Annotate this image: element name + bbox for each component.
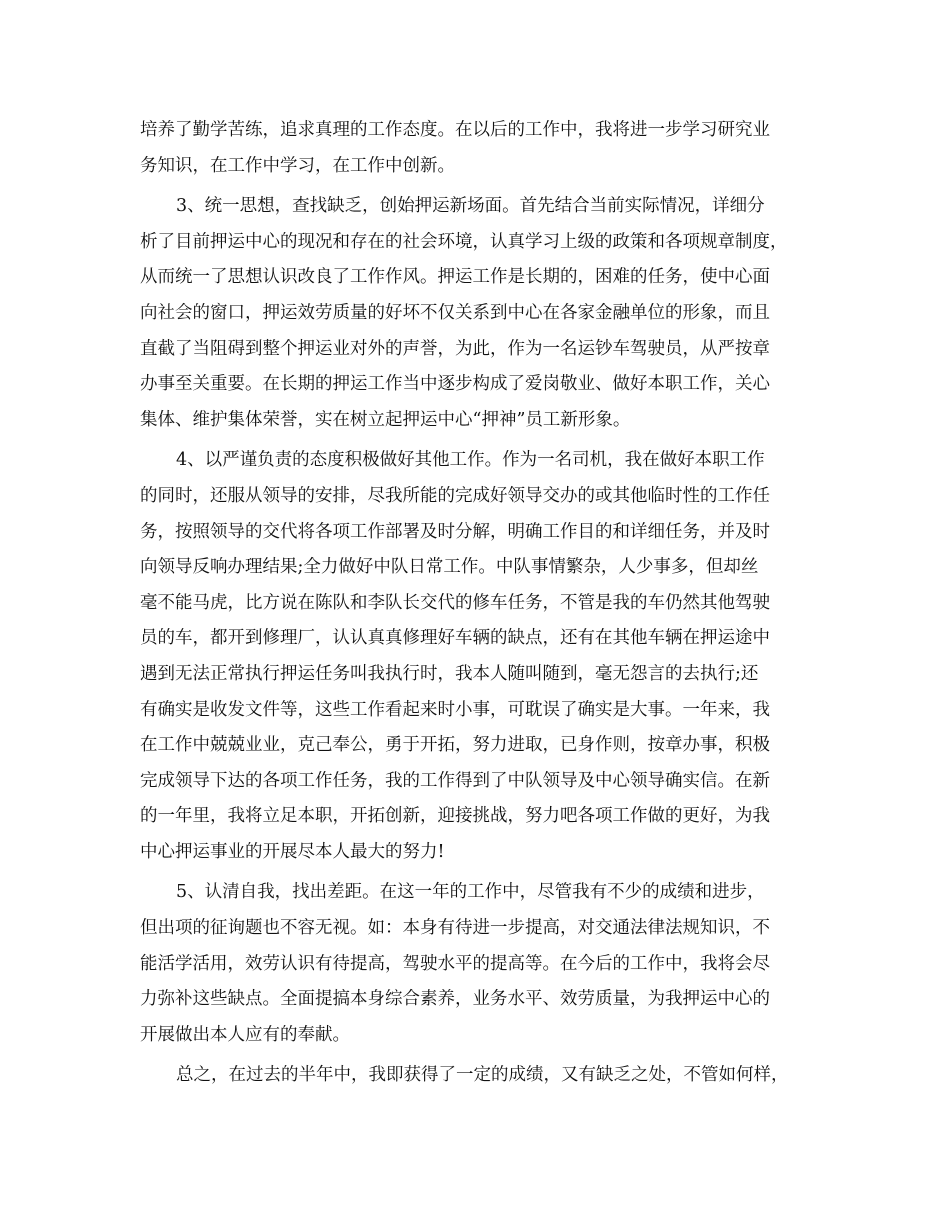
text-line: 但出项的征询题也不容无视。如：本身有待进一步提高，对交通法律法规知识，不 xyxy=(140,918,770,939)
text-line: 的一年里，我将立足本职，开拓创新，迎接挑战，努力吧各项工作做的更好，为我 xyxy=(140,806,770,827)
text-line: 能活学活用，效劳认识有待提高，驾驶水平的提高等。在今后的工作中，我将会尽 xyxy=(140,953,770,974)
text-line: 遇到无法正常执行押运任务叫我执行时，我本人随叫随到，毫无怨言的去执行;还 xyxy=(140,663,759,684)
text-line: 办事至关重要。在长期的押运工作当中逐步构成了爱岗敬业、做好本职工作，关心 xyxy=(140,374,770,395)
text-line: 有确实是收发文件等，这些工作看起来时小事，可耽误了确实是大事。一年来，我 xyxy=(140,699,770,720)
text-line: 务，按照领导的交代将各项工作部署及时分解，明确工作目的和详细任务，并及时 xyxy=(140,521,770,542)
text-line: 开展做出本人应有的奉献。 xyxy=(140,1024,350,1045)
document-body xyxy=(140,113,820,1094)
text-line: 从而统一了思想认识改良了工作作风。押运工作是长期的，困难的任务，使中心面 xyxy=(140,267,770,288)
paragraph-3-start: 3、统一思想，查找缺乏，创始押运新场面。首先结合当前实际情况，详细分 xyxy=(176,196,765,217)
paragraph-5-start: 5、认清自我，找出差距。在这一年的工作中，尽管我有不少的成绩和进步， xyxy=(176,882,765,903)
text-line: 务知识，在工作中学习，在工作中创新。 xyxy=(140,155,455,176)
text-line: 力弥补这些缺点。全面提搞本身综合素养，业务水平、效劳质量，为我押运中心的 xyxy=(140,989,770,1010)
text-line: 培养了勤学苦练，追求真理的工作态度。在以后的工作中，我将进一步学习研究业 xyxy=(140,120,770,140)
paragraph-summary-start: 总之，在过去的半年中，我即获得了一定的成绩，又有缺乏之处，不管如何样， xyxy=(176,1065,789,1086)
text-line: 毫不能马虎，比方说在陈队和李队长交代的修车任务，不管是我的车仍然其他驾驶 xyxy=(140,592,770,613)
text-line: 析了目前押运中心的现况和存在的社会环境，认真学习上级的政策和各项规章制度， xyxy=(140,231,788,252)
text-line: 员的车，都开到修理厂，认认真真修理好车辆的缺点，还有在其他车辆在押运途中 xyxy=(140,628,770,649)
text-line: 向领导反响办理结果;全力做好中队日常工作。中队事情繁杂，人少事多，但却丝 xyxy=(140,557,759,578)
text-line: 的同时，还服从领导的安排，尽我所能的完成好领导交办的或其他临时性的工作任 xyxy=(140,485,770,506)
paragraph-4-start: 4、以严谨负责的态度积极做好其他工作。作为一名司机，我在做好本职工作 xyxy=(176,450,765,471)
text-line: 集体、维护集体荣誉，实在树立起押运中心“押神”员工新形象。 xyxy=(140,409,631,430)
text-line: 中心押运事业的开展尽本人最大的努力! xyxy=(140,841,445,862)
text-line: 直截了当阻碍到整个押运业对外的声誉，为此，作为一名运钞车驾驶员，从严按章 xyxy=(140,338,770,359)
text-line: 向社会的窗口，押运效劳质量的好坏不仅关系到中心在各家金融单位的形象，而且 xyxy=(140,302,770,323)
text-line: 在工作中兢兢业业，克己奉公，勇于开拓，努力进取，已身作则，按章办事，积极 xyxy=(140,735,770,756)
text-line: 完成领导下达的各项工作任务，我的工作得到了中队领导及中心领导确实信。在新 xyxy=(140,770,770,791)
